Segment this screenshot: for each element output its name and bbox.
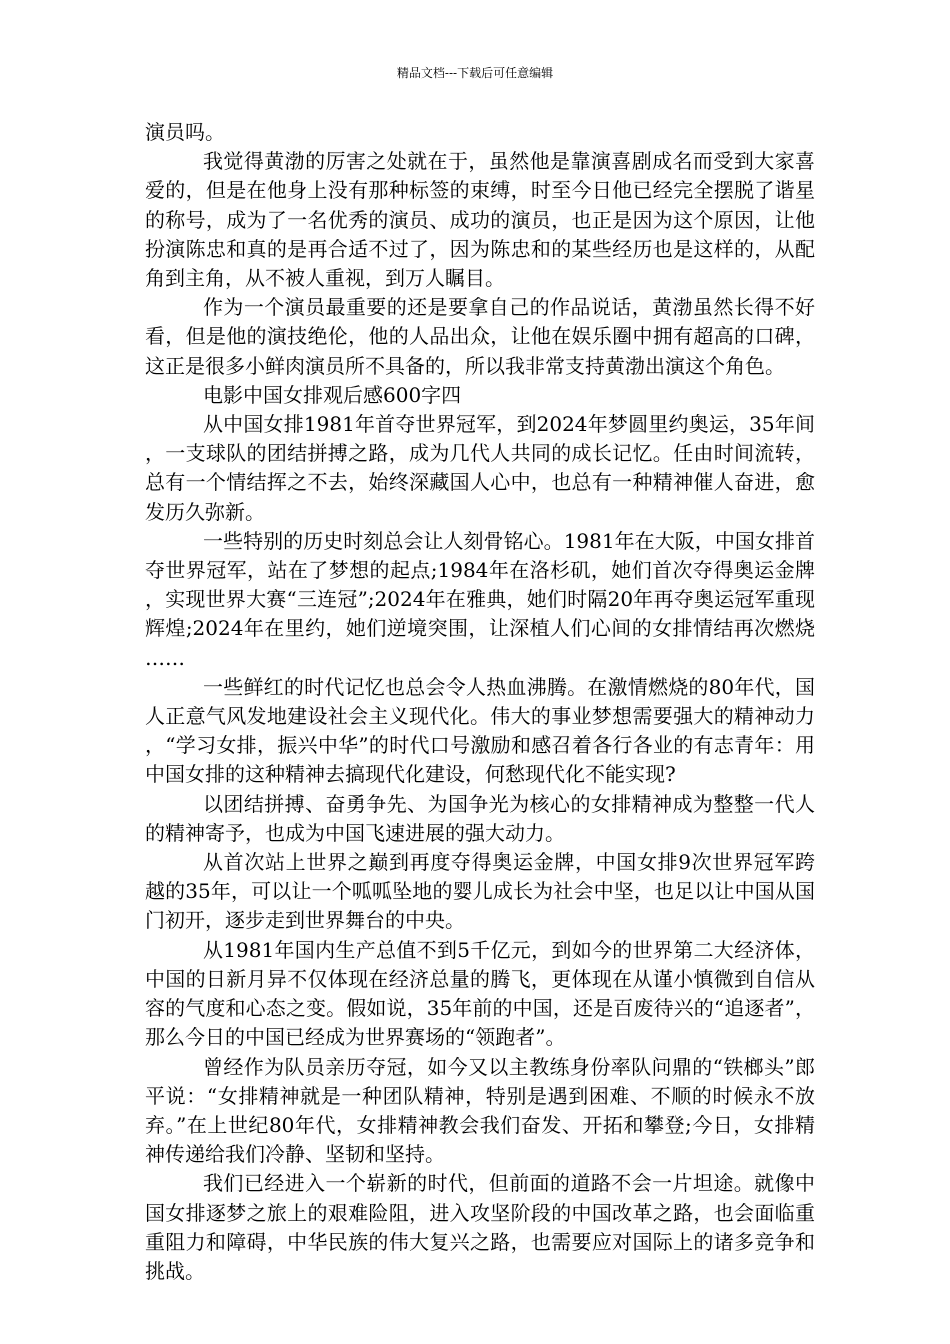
paragraph: 从中国女排1981年首夺世界冠军，到2024年梦圆里约奥运，35年间，一支球队的团结拼搏之路，成为几代人共同的成长记忆。任由时间流转，总有一个情结挥之不去，始终深藏国人心中，也总有一种精神催人奋进，愈发历久弥新。 bbox=[145, 412, 815, 524]
paragraph: 电影中国女排观后感600字四 bbox=[203, 382, 462, 407]
paragraph: 以团结拼搏、奋勇争先、为国争光为核心的女排精神成为整整一代人的精神寄予，也成为中国飞速进展的强大动力。 bbox=[145, 791, 815, 845]
paragraph: 我们已经进入一个崭新的时代，但前面的道路不会一片坦途。就像中国女排逐梦之旅上的艰难险阻，进入攻坚阶段的中国改革之路，也会面临重重阻力和障碍，中华民族的伟大复兴之路，也需要应对国际上的诸多竞争和挑战。 bbox=[145, 1171, 815, 1283]
page-header: 精品文档---下载后可任意编辑 bbox=[396, 66, 554, 80]
paragraph: 我觉得黄渤的厉害之处就在于，虽然他是靠演喜剧成名而受到大家喜爱的，但是在他身上没有那种标签的束缚，时至今日他已经完全摆脱了谐星的称号，成为了一名优秀的演员、成功的演员，也正是因为这个原因，让他扮演陈忠和真的是再合适不过了，因为陈忠和的某些经历也是这样的，从配角到主角，从不被人重视，到万人瞩目。 bbox=[145, 149, 815, 291]
paragraph: 从首次站上世界之巅到再度夺得奥运金牌，中国女排9次世界冠军跨越的35年，可以让一个呱呱坠地的婴儿成长为社会中坚，也足以让中国从国门初开，逐步走到世界舞台的中央。 bbox=[145, 850, 815, 933]
paragraph: 一些特别的历史时刻总会让人刻骨铭心。1981年在大阪，中国女排首夺世界冠军，站在了梦想的起点;1984年在洛杉矶，她们首次夺得奥运金牌，实现世界大赛“三连冠”;2024年在雅典，她们时隔20年再夺奥运冠军重现辉煌;2024年在里约，她们逆境突围，让深植人们心间的女排情结再次燃烧…… bbox=[145, 528, 815, 670]
paragraph: 曾经作为队员亲历夺冠，如今又以主教练身份率队问鼎的“铁榔头”郎平说：“女排精神就是一种团队精神，特别是遇到困难、不顺的时候永不放弃。”在上世纪80年代，女排精神教会我们奋发、开拓和攀登;今日，女排精神传递给我们冷静、坚韧和坚持。 bbox=[145, 1054, 815, 1167]
document-body bbox=[145, 118, 815, 1286]
paragraph: 一些鲜红的时代记忆也总会令人热血沸腾。在激情燃烧的80年代，国人正意气风发地建设社会主义现代化。伟大的事业梦想需要强大的精神动力，“学习女排，振兴中华”的时代口号激励和感召着各行各业的有志青年：用中国女排的这种精神去搞现代化建设，何愁现代化不能实现? bbox=[145, 674, 815, 787]
paragraph: 从1981年国内生产总值不到5千亿元，到如今的世界第二大经济体，中国的日新月异不仅体现在经济总量的腾飞，更体现在从谨小慎微到自信从容的气度和心态之变。假如说，35年前的中国，还是百废待兴的“追逐者”，那么今日的中国已经成为世界赛场的“领跑者”。 bbox=[145, 937, 815, 1050]
paragraph: 演员吗。 bbox=[145, 120, 225, 144]
paragraph: 作为一个演员最重要的还是要拿自己的作品说话，黄渤虽然长得不好看，但是他的演技绝伦，他的人品出众，让他在娱乐圈中拥有超高的口碑，这正是很多小鲜肉演员所不具备的，所以我非常支持黄渤出演这个角色。 bbox=[145, 295, 815, 378]
